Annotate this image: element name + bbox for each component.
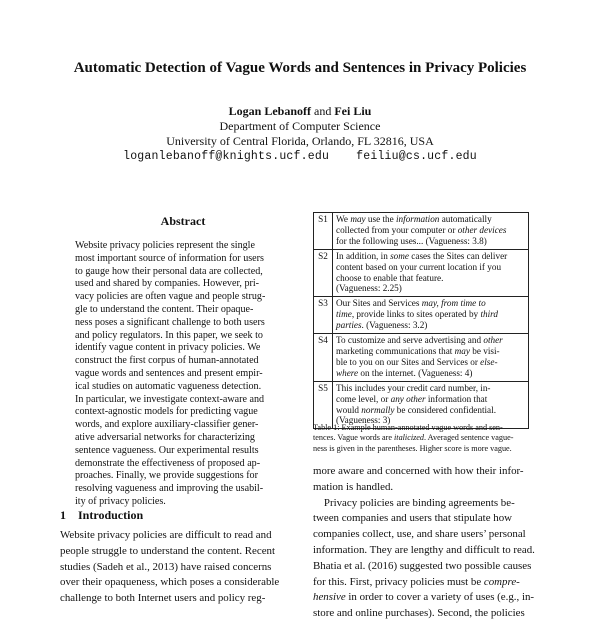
author-1: Logan Lebanoff bbox=[228, 104, 311, 118]
body-line: store and online purchases). Second, the policies bbox=[313, 607, 525, 620]
vague-word: other bbox=[483, 335, 503, 346]
table-row bbox=[314, 381, 529, 429]
introduction-body bbox=[60, 528, 308, 607]
email-2: feiliu@cs.ucf.edu bbox=[356, 150, 477, 163]
body-line: Privacy policies are binding agreements be- bbox=[313, 496, 515, 509]
table-row bbox=[314, 249, 529, 297]
author-names bbox=[0, 104, 600, 119]
section-number: 1 bbox=[60, 508, 66, 522]
abstract-line: vacy policies are often vague and people strug- bbox=[75, 291, 266, 303]
intro-line: over their opaqueness, which poses a considerable bbox=[60, 576, 280, 589]
abstract-line: gle to understand the content. Their opaque- bbox=[75, 303, 254, 315]
email-1: loganlebanoff@knights.ucf.edu bbox=[123, 150, 330, 163]
vague-word: some bbox=[390, 250, 409, 261]
abstract-line: demonstrate the effectiveness of proposed ap- bbox=[75, 457, 261, 469]
author-and: and bbox=[314, 104, 332, 118]
abstract-line: most important source of information for users bbox=[75, 252, 264, 264]
abstract-line: used and shared by companies. However, pri- bbox=[75, 278, 260, 290]
row-text: To customize and serve advertising and other marketing communications that may be visi- ble to you on our Sites and Services or else- where on the internet. (Vagueness: 4) bbox=[333, 334, 529, 382]
row-id: S2 bbox=[314, 249, 333, 297]
vague-word: time bbox=[336, 309, 352, 320]
abstract-line: resolving vagueness and improving the usabil- bbox=[75, 483, 264, 495]
abstract-heading: Abstract bbox=[160, 214, 206, 228]
abstract-body bbox=[75, 240, 296, 509]
abstract-line: to gauge how their personal data are collected, bbox=[75, 265, 263, 277]
author-2: Fei Liu bbox=[334, 104, 372, 118]
right-column-body bbox=[313, 464, 535, 622]
abstract-line: In particular, we investigate context-aware and bbox=[75, 393, 265, 405]
intro-line: people struggle to understand the content. Recent bbox=[60, 544, 276, 557]
vague-word: else- bbox=[480, 356, 498, 367]
vague-word: where bbox=[336, 367, 359, 378]
abstract-line: and policy regulators. In this paper, we seek to bbox=[75, 329, 263, 341]
vague-word: third bbox=[480, 309, 498, 320]
row-id: S4 bbox=[314, 334, 333, 382]
section-heading-introduction bbox=[60, 508, 143, 523]
caption-italic: italicized bbox=[394, 433, 425, 443]
vague-word: may bbox=[454, 345, 470, 356]
abstract-line: proaches. Finally, we provide suggestions for bbox=[75, 470, 258, 482]
abstract-line: construct the first corpus of human-annotated bbox=[75, 355, 259, 367]
row-id: S5 bbox=[314, 381, 333, 429]
row-text: In addition, in some cases the Sites can deliver content based on your current location if you choose to enable that feature. (Vagueness: 2.25) bbox=[333, 249, 529, 297]
vague-word: normally bbox=[361, 404, 395, 415]
row-id: S3 bbox=[314, 297, 333, 334]
body-line: more aware and concerned with how their infor- bbox=[313, 465, 524, 477]
table-row bbox=[314, 334, 529, 382]
example-table bbox=[313, 212, 529, 429]
body-line: mation is handled. bbox=[313, 480, 394, 493]
vague-word: may bbox=[350, 214, 366, 224]
row-id: S1 bbox=[314, 213, 333, 250]
abstract-line: sentence vagueness. Our experimental results bbox=[75, 444, 259, 456]
row-text: We may use the information automatically collected from your computer or other devices for the following uses... (Vagueness: 3.8) bbox=[333, 213, 529, 250]
table-row bbox=[314, 297, 529, 334]
intro-line: challenge to both Internet users and policy reg- bbox=[60, 592, 266, 605]
body-line: information. They are lengthy and difficult to read. bbox=[313, 543, 535, 556]
author-block bbox=[0, 104, 600, 164]
affiliation: University of Central Florida, Orlando, FL 32816, USA bbox=[166, 134, 434, 148]
vague-word: other devices bbox=[457, 224, 507, 235]
abstract-line: words, and explore auxiliary-classifier gener- bbox=[75, 419, 259, 431]
intro-line: studies (Sadeh et al., 2013) have raised concerns bbox=[60, 560, 272, 573]
abstract-line: ness poses a significant challenge to both users bbox=[75, 316, 265, 328]
table-row bbox=[314, 213, 529, 250]
paper-title: Automatic Detection of Vague Words and Sentences in Privacy Policies bbox=[73, 60, 527, 76]
abstract-line: context-agnostic models for predicting vague bbox=[75, 406, 258, 418]
table-caption: Table 1: Example human-annotated vague words and sen- tences. Vague words are italicized. Averaged sentence vague- ness is given in the parentheses. Higher score is more vague. bbox=[313, 423, 514, 453]
body-line: for this. First, privacy policies must be compre- bbox=[313, 575, 520, 588]
row-text: Our Sites and Services may, from time to time, provide links to sites operated by third parties. (Vagueness: 3.2) bbox=[333, 297, 529, 334]
department: Department of Computer Science bbox=[219, 119, 381, 133]
abstract-line: ative adversarial networks for characterizing bbox=[75, 431, 255, 443]
row-text: This includes your credit card number, in- come level, or any other information that would normally be considered confidential. (Vagueness: 3) bbox=[333, 381, 529, 429]
body-line: hensive in order to cover a variety of uses (e.g., in- bbox=[313, 591, 535, 604]
vague-word: may, from time to bbox=[421, 298, 486, 309]
abstract-line: ity of privacy policies. bbox=[75, 495, 166, 507]
email-line bbox=[0, 149, 600, 164]
intro-line: Website privacy policies are difficult to read and bbox=[60, 529, 272, 541]
section-title: Introduction bbox=[78, 508, 144, 522]
body-line: tween companies and users that stipulate how bbox=[313, 512, 513, 525]
vague-word: information bbox=[396, 214, 440, 224]
body-line: Bhatia et al. (2016) suggested two possible causes bbox=[313, 559, 532, 572]
abstract-line: Website privacy policies represent the single bbox=[75, 240, 255, 251]
body-line: companies collect, use, and share users’ personal bbox=[313, 528, 526, 541]
abstract-line: vague words and sentences and present empir- bbox=[75, 367, 263, 379]
abstract-line: identify vague content in privacy policies. We bbox=[75, 342, 261, 354]
vague-word: any other bbox=[390, 393, 426, 404]
vague-word: parties bbox=[336, 320, 362, 331]
abstract-line: ical studies on automatic vagueness detection. bbox=[75, 380, 262, 392]
